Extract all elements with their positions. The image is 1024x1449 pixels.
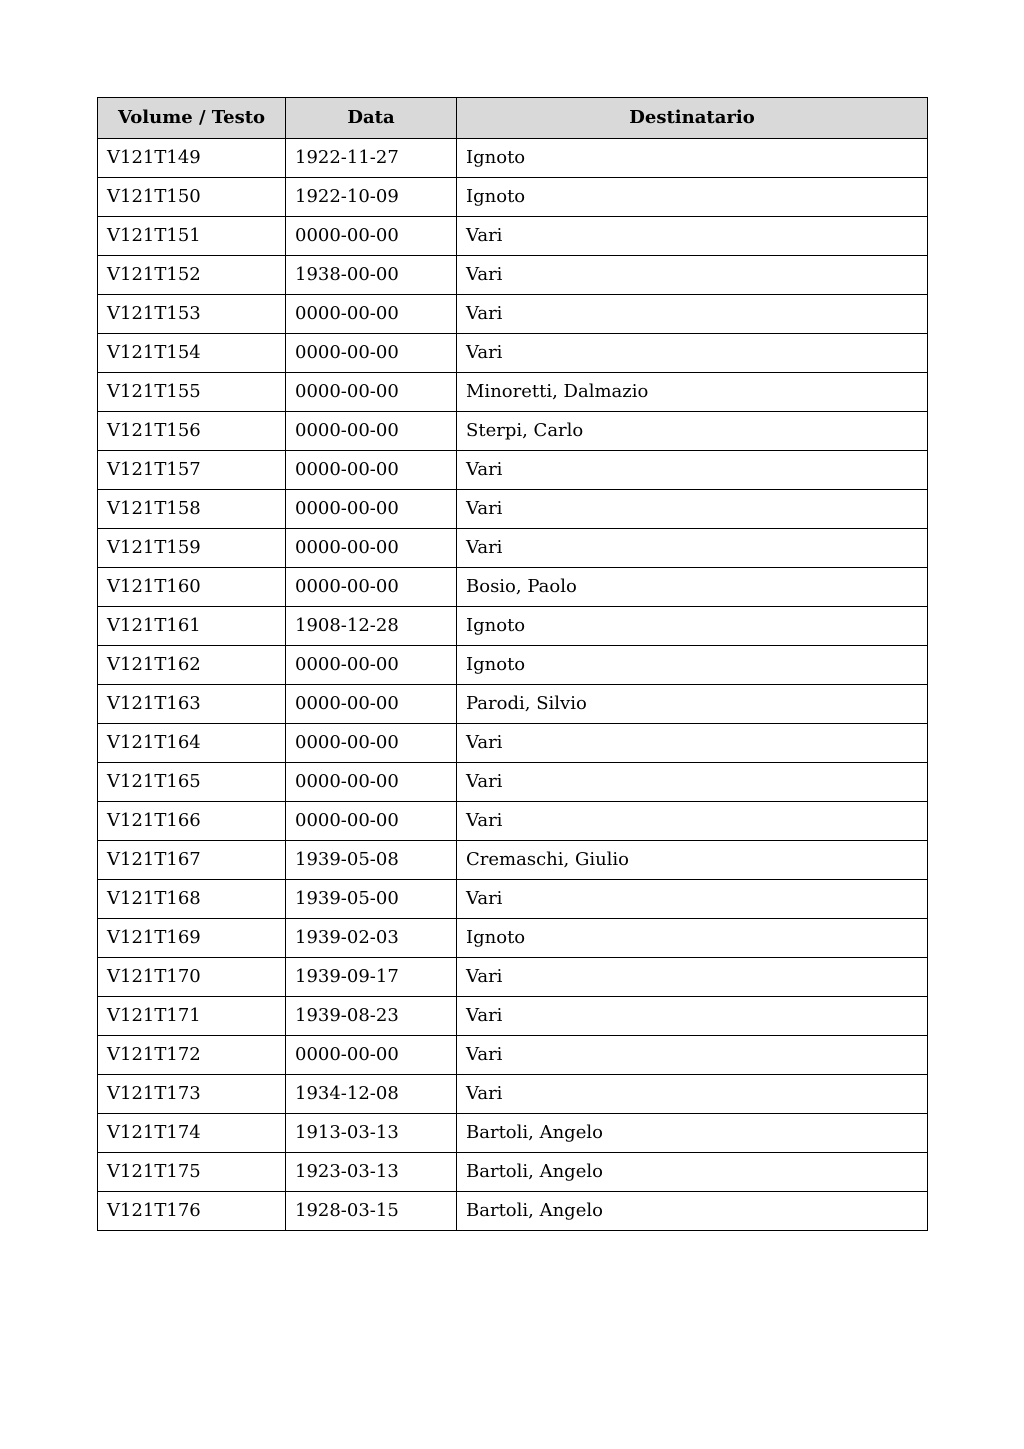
volume-testo-cell: V121T161	[98, 607, 286, 646]
destinatario-cell: Bartoli, Angelo	[457, 1192, 928, 1231]
table-row	[98, 451, 928, 490]
data-cell: 1939-09-17	[286, 958, 457, 997]
destinatario-cell: Bosio, Paolo	[457, 568, 928, 607]
column-header-data: Data	[286, 98, 457, 139]
table-row	[98, 724, 928, 763]
data-cell: 1934-12-08	[286, 1075, 457, 1114]
data-cell: 0000-00-00	[286, 217, 457, 256]
volume-testo-cell: V121T154	[98, 334, 286, 373]
table-row	[98, 1153, 928, 1192]
destinatario-cell: Vari	[457, 217, 928, 256]
data-cell: 1913-03-13	[286, 1114, 457, 1153]
data-cell: 1923-03-13	[286, 1153, 457, 1192]
table-row	[98, 880, 928, 919]
destinatario-cell: Ignoto	[457, 178, 928, 217]
data-cell: 0000-00-00	[286, 646, 457, 685]
data-cell: 0000-00-00	[286, 685, 457, 724]
volume-testo-cell: V121T173	[98, 1075, 286, 1114]
destinatario-cell: Sterpi, Carlo	[457, 412, 928, 451]
destinatario-cell: Cremaschi, Giulio	[457, 841, 928, 880]
destinatario-cell: Vari	[457, 958, 928, 997]
data-cell: 1928-03-15	[286, 1192, 457, 1231]
destinatario-cell: Vari	[457, 256, 928, 295]
destinatario-cell: Vari	[457, 529, 928, 568]
volume-testo-cell: V121T175	[98, 1153, 286, 1192]
column-header-volume-testo: Volume / Testo	[98, 98, 286, 139]
volume-testo-cell: V121T155	[98, 373, 286, 412]
volume-testo-cell: V121T164	[98, 724, 286, 763]
data-cell: 1939-05-08	[286, 841, 457, 880]
data-cell: 0000-00-00	[286, 802, 457, 841]
volume-testo-cell: V121T169	[98, 919, 286, 958]
destinatario-cell: Bartoli, Angelo	[457, 1153, 928, 1192]
table-row	[98, 763, 928, 802]
table-row	[98, 178, 928, 217]
letters-table	[97, 97, 928, 1231]
destinatario-cell: Ignoto	[457, 646, 928, 685]
volume-testo-cell: V121T170	[98, 958, 286, 997]
destinatario-cell: Vari	[457, 1075, 928, 1114]
volume-testo-cell: V121T166	[98, 802, 286, 841]
data-cell: 0000-00-00	[286, 412, 457, 451]
volume-testo-cell: V121T158	[98, 490, 286, 529]
volume-testo-cell: V121T157	[98, 451, 286, 490]
table-body	[98, 139, 928, 1231]
destinatario-cell: Ignoto	[457, 607, 928, 646]
data-cell: 1938-00-00	[286, 256, 457, 295]
destinatario-cell: Vari	[457, 490, 928, 529]
table-row	[98, 646, 928, 685]
table-row	[98, 256, 928, 295]
volume-testo-cell: V121T176	[98, 1192, 286, 1231]
table-row	[98, 1036, 928, 1075]
data-cell: 1939-05-00	[286, 880, 457, 919]
volume-testo-cell: V121T165	[98, 763, 286, 802]
destinatario-cell: Vari	[457, 724, 928, 763]
volume-testo-cell: V121T171	[98, 997, 286, 1036]
destinatario-cell: Ignoto	[457, 139, 928, 178]
volume-testo-cell: V121T149	[98, 139, 286, 178]
volume-testo-cell: V121T162	[98, 646, 286, 685]
volume-testo-cell: V121T150	[98, 178, 286, 217]
table-row	[98, 490, 928, 529]
table-row	[98, 568, 928, 607]
volume-testo-cell: V121T167	[98, 841, 286, 880]
table-row	[98, 139, 928, 178]
table-row	[98, 1192, 928, 1231]
volume-testo-cell: V121T156	[98, 412, 286, 451]
volume-testo-cell: V121T159	[98, 529, 286, 568]
destinatario-cell: Vari	[457, 1036, 928, 1075]
data-cell: 1939-08-23	[286, 997, 457, 1036]
table-row	[98, 802, 928, 841]
volume-testo-cell: V121T174	[98, 1114, 286, 1153]
destinatario-cell: Parodi, Silvio	[457, 685, 928, 724]
destinatario-cell: Vari	[457, 802, 928, 841]
destinatario-cell: Vari	[457, 334, 928, 373]
destinatario-cell: Bartoli, Angelo	[457, 1114, 928, 1153]
data-cell: 1922-10-09	[286, 178, 457, 217]
volume-testo-cell: V121T153	[98, 295, 286, 334]
data-cell: 0000-00-00	[286, 568, 457, 607]
table-row	[98, 373, 928, 412]
data-cell: 0000-00-00	[286, 334, 457, 373]
data-cell: 0000-00-00	[286, 490, 457, 529]
destinatario-cell: Vari	[457, 763, 928, 802]
table-row	[98, 529, 928, 568]
destinatario-cell: Vari	[457, 295, 928, 334]
table-row	[98, 607, 928, 646]
data-cell: 0000-00-00	[286, 451, 457, 490]
data-cell: 1908-12-28	[286, 607, 457, 646]
data-cell: 0000-00-00	[286, 724, 457, 763]
data-cell: 0000-00-00	[286, 529, 457, 568]
destinatario-cell: Minoretti, Dalmazio	[457, 373, 928, 412]
table-row	[98, 841, 928, 880]
destinatario-cell: Vari	[457, 997, 928, 1036]
table-row	[98, 217, 928, 256]
volume-testo-cell: V121T168	[98, 880, 286, 919]
destinatario-cell: Vari	[457, 451, 928, 490]
header-row	[98, 98, 928, 139]
destinatario-cell: Vari	[457, 880, 928, 919]
volume-testo-cell: V121T163	[98, 685, 286, 724]
table-row	[98, 958, 928, 997]
volume-testo-cell: V121T160	[98, 568, 286, 607]
data-cell: 1922-11-27	[286, 139, 457, 178]
table-row	[98, 412, 928, 451]
table-row	[98, 1075, 928, 1114]
destinatario-cell: Ignoto	[457, 919, 928, 958]
table-row	[98, 334, 928, 373]
column-header-destinatario: Destinatario	[457, 98, 928, 139]
volume-testo-cell: V121T172	[98, 1036, 286, 1075]
table-row	[98, 295, 928, 334]
table-row	[98, 919, 928, 958]
table-row	[98, 685, 928, 724]
table-row	[98, 997, 928, 1036]
data-cell: 0000-00-00	[286, 295, 457, 334]
data-cell: 0000-00-00	[286, 373, 457, 412]
volume-testo-cell: V121T152	[98, 256, 286, 295]
table-row	[98, 1114, 928, 1153]
table-header	[98, 98, 928, 139]
volume-testo-cell: V121T151	[98, 217, 286, 256]
data-cell: 0000-00-00	[286, 1036, 457, 1075]
data-cell: 1939-02-03	[286, 919, 457, 958]
data-cell: 0000-00-00	[286, 763, 457, 802]
